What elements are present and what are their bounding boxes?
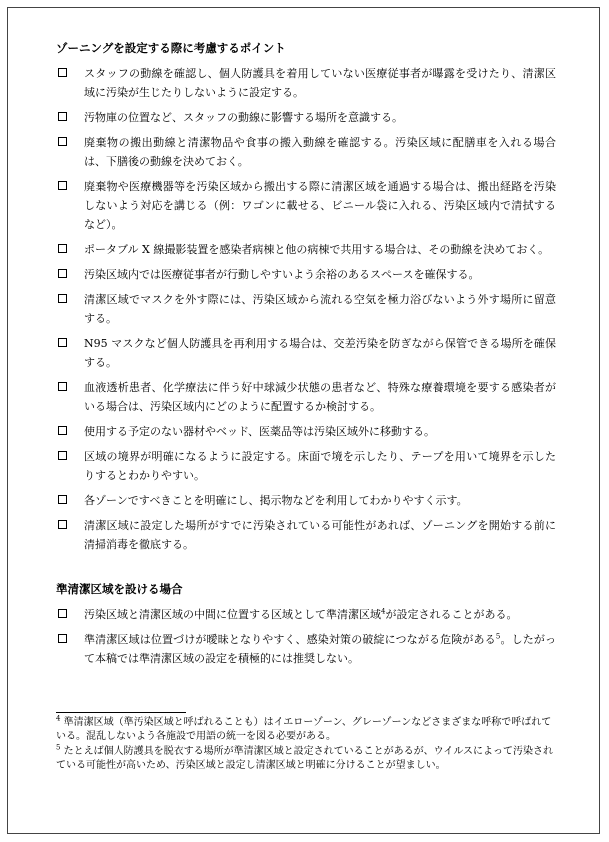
checklist-item xyxy=(56,447,556,485)
checkbox-icon xyxy=(58,112,67,121)
checklist-item-text: 準清潔区域は位置づけが曖昧となりやすく、感染対策の破綻につながる危険がある xyxy=(84,633,496,646)
checklist-item-text: 。したがって本稿では準清潔区域の設定を積極的には推奨しない。 xyxy=(84,633,557,665)
checklist-item-text: スタッフの動線を確認し、個人防護具を着用していない医療従事者が曝露を受けたり、清潔区域に汚染が生じたりしないように設定する。 xyxy=(84,67,556,99)
checklist-item-text: 各ゾーンですべきことを明確にし、掲示物などを利用してわかりやすく示す。 xyxy=(84,494,468,507)
checklist-item xyxy=(56,290,556,328)
footnote-text: 準清潔区域（準汚染区域と呼ばれることも）はイエローゾーン、グレーゾーンなどさまざまな呼称で呼ばれている。混乱しないよう各施設で用語の統一を図る必要がある。 xyxy=(56,717,552,742)
zoning-checklist xyxy=(56,64,556,554)
checklist-item-text: 区域の境界が明確になるように設定する。床面で境を示したり、テープを用いて境界を示したりするとわかりやすい。 xyxy=(84,450,556,482)
checkbox-icon xyxy=(58,294,67,303)
checklist-item xyxy=(56,177,556,234)
checklist-item-text: 廃棄物の搬出動線と清潔物品や食事の搬入動線を確認する。汚染区域に配膳車を入れる場合は、下膳後の動線を決めておく。 xyxy=(84,136,556,168)
footnote-ref: 4 xyxy=(381,607,386,616)
footnote-4 xyxy=(56,716,556,744)
checklist-item-text: 汚物庫の位置など、スタッフの動線に影響する場所を意識する。 xyxy=(84,111,403,124)
checklist-item-text: 清潔区域でマスクを外す際には、汚染区域から流れる空気を極力浴びないよう外す場所に留意する。 xyxy=(84,293,556,325)
checklist-item xyxy=(56,491,556,510)
footnote-number: 5 xyxy=(56,743,61,752)
checklist-item xyxy=(56,133,556,171)
checklist-item-text: 廃棄物や医療機器等を汚染区域から搬出する際に清潔区域を通過する場合は、搬出経路を汚染しないよう対応を講じる（例：ワゴンに載せる、ビニール袋に入れる、汚染区域内で清拭するなど）。 xyxy=(84,180,556,231)
footnote-5 xyxy=(56,745,556,773)
checkbox-icon xyxy=(58,634,67,643)
checklist-item-text: 清潔区域に設定した場所がすでに汚染されている可能性があれば、ゾーニングを開始する前に清掃消毒を徹底する。 xyxy=(84,519,556,551)
checkbox-icon xyxy=(58,244,67,253)
checklist-item-text: ポータブル X 線撮影装置を感染者病棟と他の病棟で共用する場合は、その動線を決めておく。 xyxy=(84,243,550,256)
checklist-item xyxy=(56,630,556,668)
section-semi-clean-title: 準清潔区域を設ける場合 xyxy=(56,582,183,596)
checkbox-icon xyxy=(58,269,67,278)
checklist-item xyxy=(56,334,556,372)
checklist-item xyxy=(56,240,556,259)
checkbox-icon xyxy=(58,495,67,504)
checklist-item xyxy=(56,422,556,441)
checkbox-icon xyxy=(58,520,67,529)
checkbox-icon xyxy=(58,338,67,347)
checkbox-icon xyxy=(58,68,67,77)
checklist-item-text: が設定されることがある。 xyxy=(385,608,518,621)
checklist-item xyxy=(56,108,556,127)
checkbox-icon xyxy=(58,181,67,190)
checklist-item-text: 使用する予定のない器材やベッド、医薬品等は汚染区域外に移動する。 xyxy=(84,425,436,438)
checklist-item-text: 汚染区域と清潔区域の中間に位置する区域として準清潔区域 xyxy=(84,608,381,621)
footnote-ref: 5 xyxy=(495,632,501,641)
footnotes xyxy=(56,712,556,774)
checkbox-icon xyxy=(58,137,67,146)
footnote-number: 4 xyxy=(56,714,61,723)
checklist-item xyxy=(56,378,556,416)
checklist-item xyxy=(56,265,556,284)
checklist-item xyxy=(56,605,556,624)
checklist-item-text: N95 マスクなど個人防護具を再利用する場合は、交差汚染を防ぎながら保管できる場所を確保する。 xyxy=(84,337,556,369)
footnote-text: たとえば個人防護具を脱衣する場所が準清潔区域と設定されていることがあるが、ウイルスによって汚染されている可能性が高いため、汚染区域と設定し清潔区域と明確に分けることが望ましい。 xyxy=(56,746,554,771)
checkbox-icon xyxy=(58,382,67,391)
checkbox-icon xyxy=(58,451,67,460)
checklist-item xyxy=(56,516,556,554)
semi-clean-checklist xyxy=(56,605,556,668)
document-body xyxy=(56,40,556,674)
section-zoning-title: ゾーニングを設定する際に考慮するポイント xyxy=(56,41,286,55)
checkbox-icon xyxy=(58,609,67,618)
checklist-item-text: 汚染区域内では医療従事者が行動しやすいよう余裕のあるスペースを確保する。 xyxy=(84,268,480,281)
checkbox-icon xyxy=(58,426,67,435)
checklist-item xyxy=(56,64,556,102)
checklist-item-text: 血液透析患者、化学療法に伴う好中球減少状態の患者など、特殊な療養環境を要する感染者がいる場合は、汚染区域内にどのように配置するか検討する。 xyxy=(84,381,556,413)
footnote-rule xyxy=(56,712,186,713)
